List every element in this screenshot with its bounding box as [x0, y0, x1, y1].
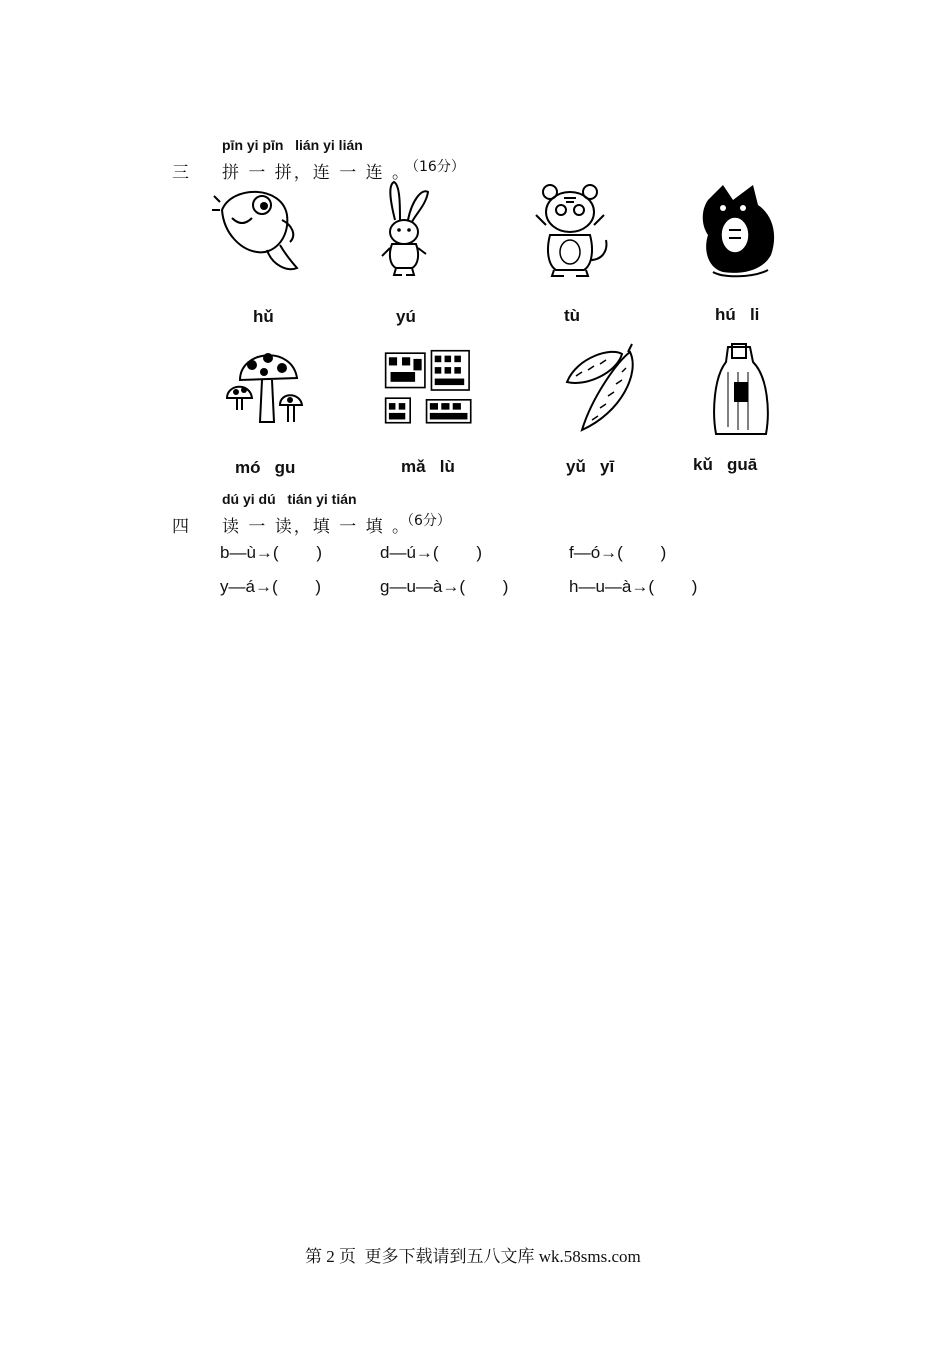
row2-label-4: kǔ guā: [693, 455, 758, 474]
mushroom-picture: [222, 340, 312, 440]
row2-label-3: yǔ yī: [566, 457, 615, 476]
section3-score: （16分）: [405, 159, 465, 175]
section4-number: 四: [172, 517, 189, 537]
row1-label-3: tù: [564, 306, 581, 325]
street-picture: [384, 340, 474, 440]
row1-label-1: hǔ: [253, 307, 274, 326]
row2-label-2: mǎ lù: [401, 457, 455, 476]
section4-score: （6分）: [400, 513, 451, 529]
row2-label-1: mó gu: [235, 458, 296, 477]
section4-title: 读 一 读，填 一 填 。: [222, 517, 412, 537]
section4-pinyin: dú yi dú tián yi tián: [222, 491, 357, 507]
row1-label-4: hú li: [715, 305, 760, 324]
fill-item-3: f—ó→( ): [569, 543, 667, 562]
section3-number: 三: [172, 163, 189, 183]
fill-item-4: y—á→( ): [220, 577, 322, 596]
rabbit-picture: [360, 180, 450, 280]
fish-picture: [212, 180, 302, 280]
fill-item-2: d—ú→( ): [380, 543, 483, 562]
section3-title: 拼 一 拼，连 一 连 。: [222, 163, 412, 183]
page-footer: 第 2 页 更多下载请到五八文库 wk.58sms.com: [305, 1247, 641, 1266]
fox-picture: [693, 180, 783, 280]
tiger-picture: [528, 180, 618, 280]
peas-picture: [562, 342, 652, 442]
row1-label-2: yú: [396, 307, 416, 326]
bitter-melon-picture: [698, 342, 788, 442]
fill-item-5: g—u—à→( ): [380, 577, 509, 596]
fill-item-6: h—u—à→( ): [569, 577, 698, 596]
section3-pinyin: pīn yi pīn lián yi lián: [222, 137, 363, 153]
fill-item-1: b—ù→( ): [220, 543, 323, 562]
